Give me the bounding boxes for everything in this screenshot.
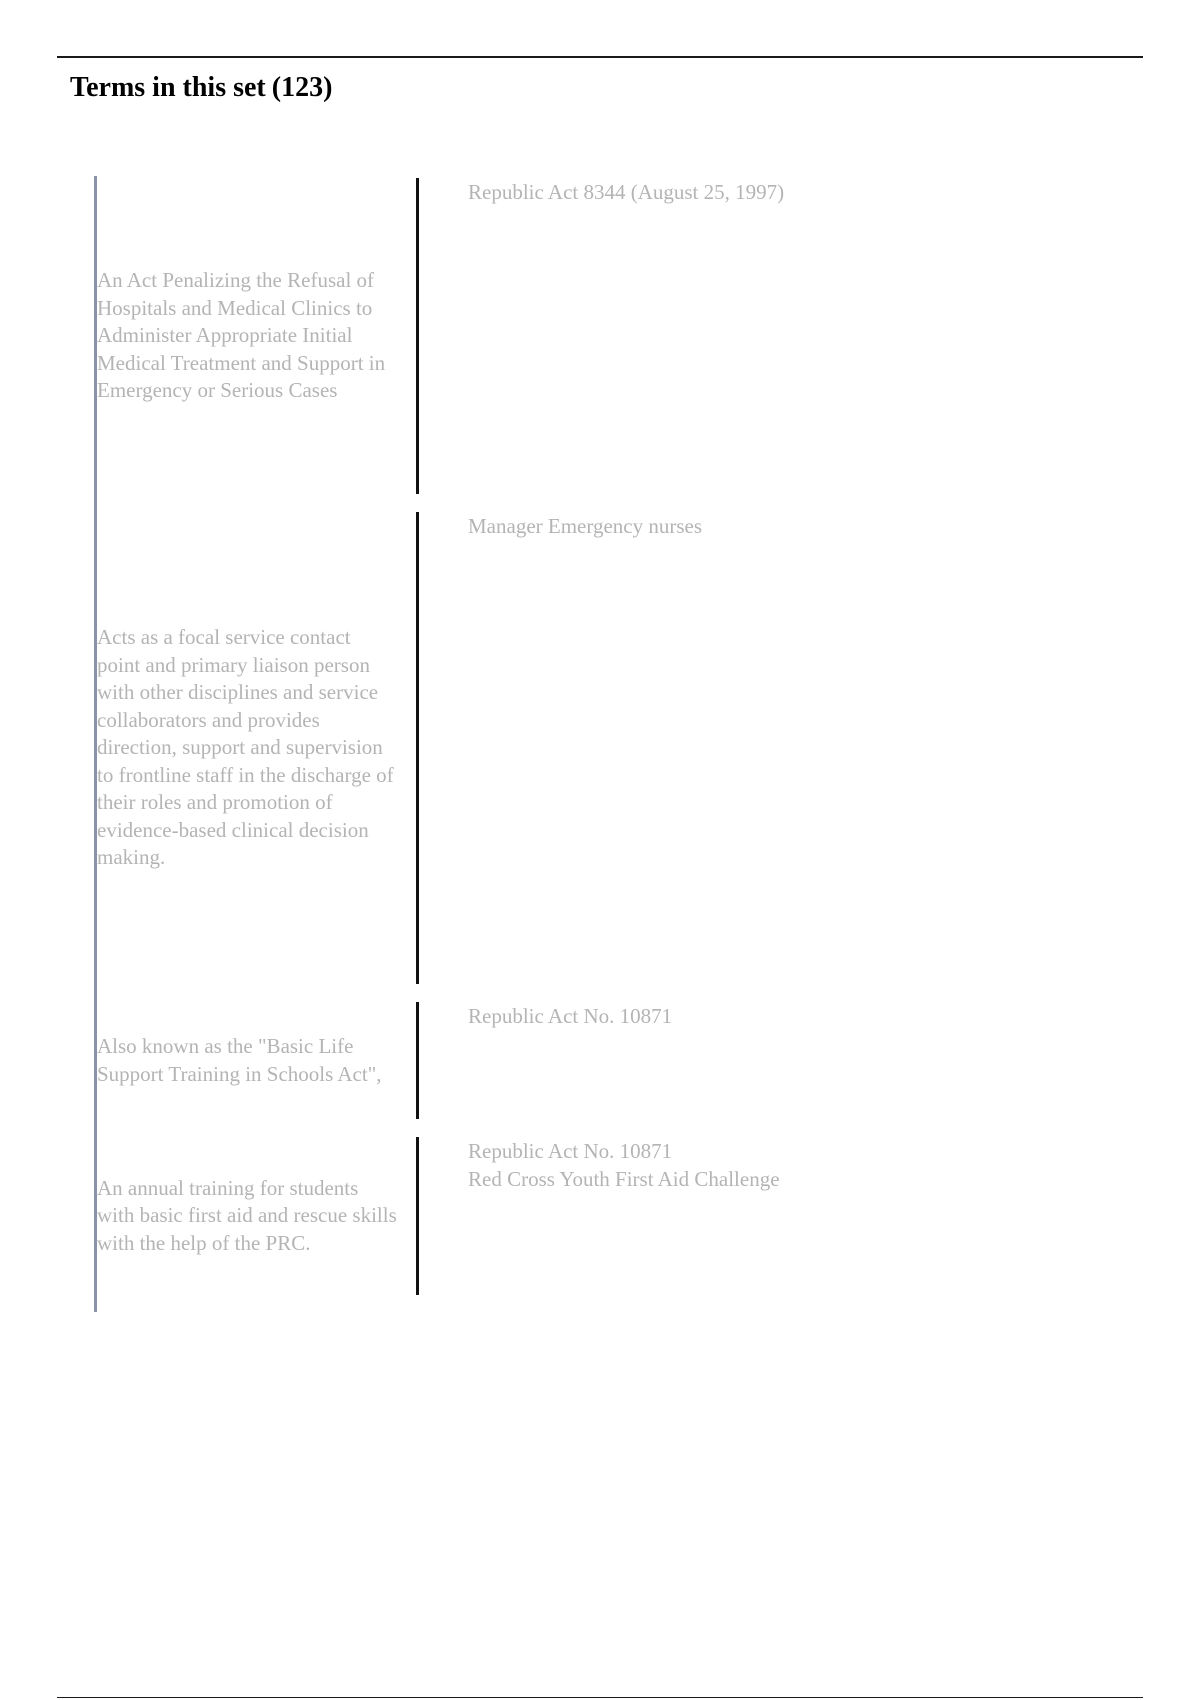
definition-line: Republic Act No. 10871 xyxy=(468,1004,673,1028)
set-title xyxy=(70,72,332,104)
term-text: An Act Penalizing the Refusal of Hospitals and Medical Clinics to Administer Appropriate Initial Medical Treatment and Support in Emergency or Serious Cases xyxy=(97,268,386,403)
definition-line: Manager Emergency nurses xyxy=(468,514,703,538)
term-card-4[interactable] xyxy=(97,1137,997,1295)
definition xyxy=(468,1002,968,1030)
term-count: (123) xyxy=(271,72,333,103)
term-card-2[interactable] xyxy=(97,512,997,984)
card-divider xyxy=(416,512,419,984)
term-text: Also known as the "Basic Life Support Training in Schools Act", xyxy=(97,1034,382,1086)
card-divider xyxy=(416,178,419,494)
term-text: An annual training for students with basic first aid and rescue skills with the help of the PRC. xyxy=(97,1175,397,1255)
definition xyxy=(468,178,968,206)
definition xyxy=(468,512,968,540)
top-rule xyxy=(57,56,1143,58)
definition-line: Republic Act No. 10871 xyxy=(468,1139,673,1163)
card-divider xyxy=(416,1002,419,1119)
term-card-1[interactable] xyxy=(97,178,997,494)
bottom-rule xyxy=(57,1697,1143,1698)
term-card-3[interactable] xyxy=(97,1002,997,1119)
definition-line: Red Cross Youth First Aid Challenge xyxy=(468,1167,780,1191)
card-divider xyxy=(416,1137,419,1295)
definition xyxy=(468,1137,968,1193)
term-text: Acts as a focal service contact point and primary liaison person with other disciplines and service collaborators and provides direction, support and supervision to frontline staff in the discharge of their roles and promotion of evidence-based clinical decision making. xyxy=(97,625,394,870)
terms-list xyxy=(94,176,997,1312)
definition-line: Republic Act 8344 (August 25, 1997) xyxy=(468,180,785,204)
set-title-text: Terms in this set xyxy=(70,72,266,103)
